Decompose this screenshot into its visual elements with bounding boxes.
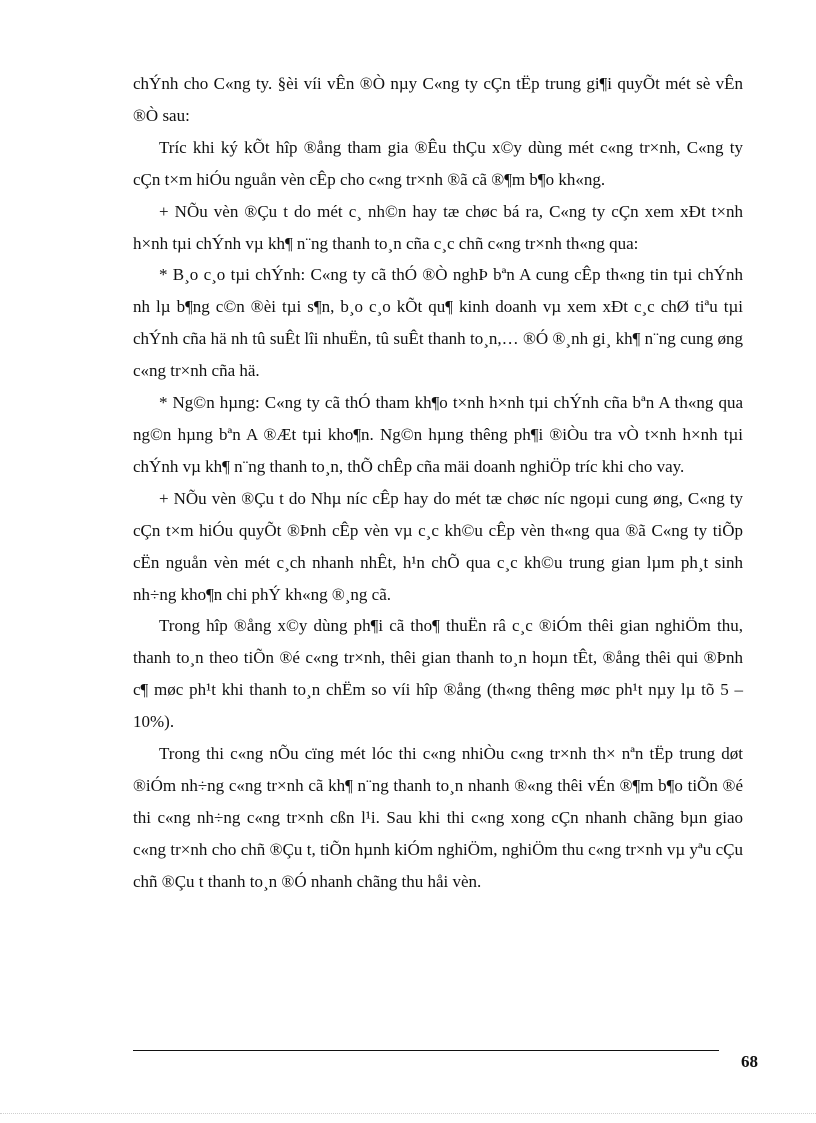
footer-rule <box>133 1050 719 1051</box>
paragraph: Trong thi c«ng nÕu cïng mét lóc thi c«ng nhiÒu c«ng tr×nh th× nªn tËp trung døt ®iÓm nh÷ng c«ng tr×nh cã kh¶ n¨ng thanh to¸n nhanh ®«ng thêi vÉn ®¶m b¶o tiÕn ®é thi c«ng nh÷ng c«ng tr×nh cßn l¹i. Sau khi thi c«ng xong cÇn nhanh chãng bµn giao c«ng tr×nh cho chñ ®Çu t, tiÕn hµnh kiÓm nghiÖm, nghiÖm thu c«ng tr×nh vµ yªu cÇu chñ ®Çu t thanh to¸n ®Ó nhanh chãng thu håi vèn. <box>133 744 743 891</box>
body-text <box>133 68 743 898</box>
paragraph: + NÕu vèn ®Çu t do mét c¸ nh©n hay tæ chøc bá ra, C«ng ty cÇn xem xÐt t×nh h×nh tµi chÝnh vµ kh¶ n¨ng thanh to¸n cña c¸c chñ c«ng tr×nh th«ng qua: <box>133 201 743 253</box>
paragraph-continuation: chÝnh cho C«ng ty. §èi víi vÊn ®Ò nµy C«ng ty cÇn tËp trung gi¶i quyÕt mét sè vÊn ®Ò sau: <box>133 74 743 125</box>
paragraph: * Ng©n hµng: C«ng ty cã thÓ tham kh¶o t×nh h×nh tµi chÝnh cña bªn A th«ng qua ng©n hµng bªn A ®Æt tµi kho¶n. Ng©n hµng thêng ph¶i ®iÒu tra vÒ t×nh h×nh tµi chÝnh vµ kh¶ n¨ng thanh to¸n, thÕ chÊp cña mäi doanh nghiÖp tríc khi cho vay. <box>133 393 743 476</box>
paragraph: Tríc khi ký kÕt hîp ®ång tham gia ®Êu thÇu x©y dùng mét c«ng tr×nh, C«ng ty cÇn t×m hiÓu nguån vèn cÊp cho c«ng tr×nh ®ã cã ®¶m b¶o kh«ng. <box>133 137 743 189</box>
page-bottom-edge <box>0 1113 816 1114</box>
paragraph: * B¸o c¸o tµi chÝnh: C«ng ty cã thÓ ®Ò nghÞ bªn A cung cÊp th«ng tin tµi chÝnh nh lµ b¶ng c©n ®èi tµi s¶n, b¸o c¸o kÕt qu¶ kinh doanh vµ xem xÐt c¸c chØ tiªu tµi chÝnh cña hä nh tû suÊt lîi nhuËn, tû suÊt thanh to¸n,… ®Ó ®¸nh gi¸ kh¶ n¨ng cung øng c«ng tr×nh cña hä. <box>133 265 743 381</box>
paragraph: Trong hîp ®ång x©y dùng ph¶i cã tho¶ thuËn râ c¸c ®iÓm thêi gian nghiÖm thu, thanh to¸n theo tiÕn ®é c«ng tr×nh, thêi gian thanh to¸n hoµn tÊt, ®ång thêi qui ®Þnh c¶ møc ph¹t khi thanh to¸n chËm so víi hîp ®ång (th«ng thêng møc ph¹t nµy lµ tõ 5 – 10%). <box>133 616 743 732</box>
paragraph: + NÕu vèn ®Çu t do Nhµ níc cÊp hay do mét tæ chøc níc ngoµi cung øng, C«ng ty cÇn t×m hiÓu quyÕt ®Þnh cÊp vèn vµ c¸c kh©u cÊp vèn th«ng qua ®ã C«ng ty tiÕp cËn nguån vèn mét c¸ch nhanh nhÊt, h¹n chÕ qua c¸c kh©u trung gian lµm ph¸t sinh nh÷ng kho¶n chi phÝ kh«ng ®¸ng cã. <box>133 488 743 604</box>
page-number: 68 <box>741 1052 758 1071</box>
